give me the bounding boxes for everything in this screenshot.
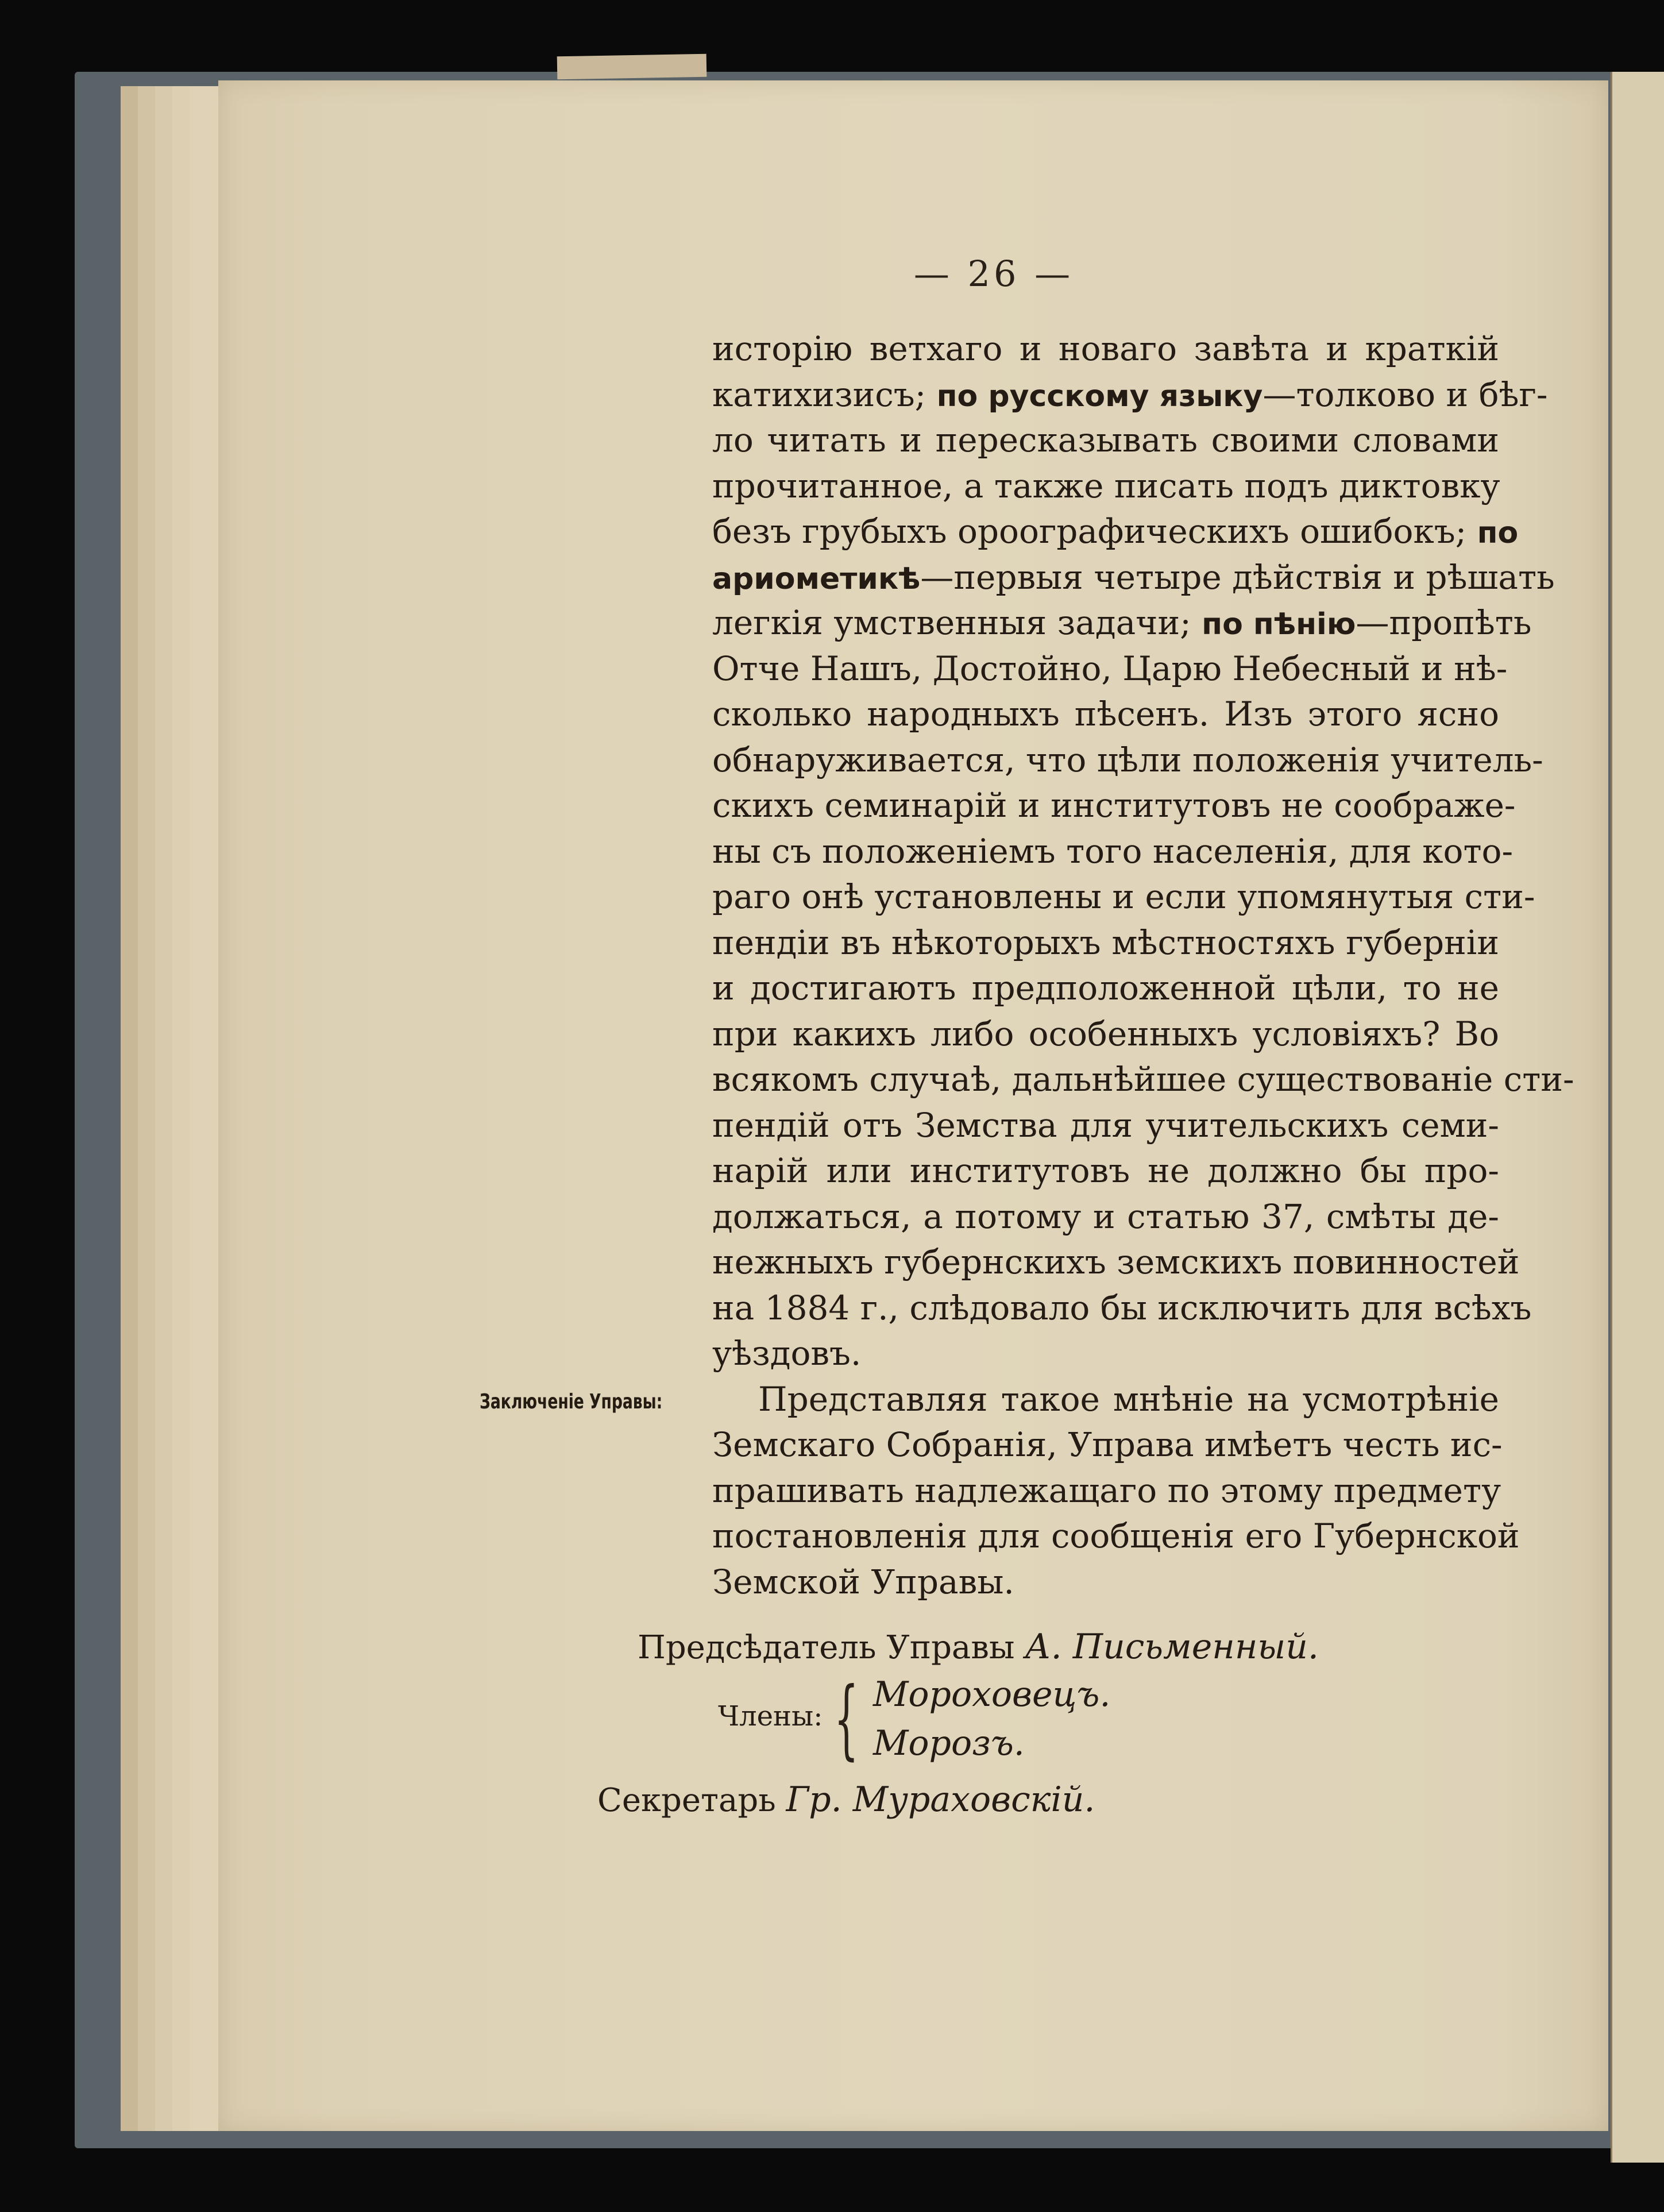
bold-subject: ариометикѣ	[712, 561, 921, 596]
chair-name: А. Письменный.	[1025, 1627, 1319, 1667]
main-text-block	[712, 326, 1574, 1605]
text-line: скихъ семинарій и институтовъ не соображе-	[712, 786, 1516, 825]
worn-page-tab	[557, 54, 707, 80]
text-line: на 1884 г., слѣдовало бы исключить для всѣхъ	[712, 1288, 1532, 1327]
text-line: всякомъ случаѣ, дальнѣйшее существованіе сти-	[712, 1060, 1574, 1099]
member-signature	[873, 1674, 1110, 1715]
text-line: исторію ветхаго и новаго завѣта и краткій	[712, 329, 1499, 368]
text-line: ны съ положеніемъ того населенія, для кото-	[712, 831, 1514, 871]
text-line: при какихъ либо особенныхъ условіяхъ? Во	[712, 1014, 1499, 1053]
secretary-signature	[597, 1779, 1095, 1820]
text-line: Отче Нашъ, Достойно, Царю Небесный и нѣ-	[712, 648, 1508, 688]
next-page-edge	[1611, 72, 1664, 2163]
margin-note: Заключеніе Управы:	[480, 1390, 663, 1414]
members-label: Члены:	[718, 1700, 823, 1732]
text-line: сколько народныхъ пѣсенъ. Изъ этого ясно	[712, 694, 1499, 734]
secretary-title: Секретарь	[597, 1782, 786, 1819]
member-signature	[873, 1723, 1025, 1763]
member-name: Морозъ.	[873, 1723, 1025, 1763]
text-line: пендій отъ Земства для учительскихъ семи-	[712, 1105, 1499, 1145]
text-line: и достигаютъ предположенной цѣли, то не	[712, 968, 1499, 1007]
bold-subject: по русскому языку	[936, 379, 1263, 414]
text-line: раго онѣ установлены и если упомянутыя сти-	[712, 877, 1535, 916]
text-line: прочитанное, а также писать подъ диктовку	[712, 466, 1500, 505]
members-brace: {	[834, 1669, 859, 1769]
bold-subject: по	[1477, 516, 1519, 550]
page-number: — 26 —	[913, 253, 1074, 295]
text-line: ло читать и пересказывать своими словами	[712, 420, 1499, 460]
text-line: постановленія для сообщенія его Губернской	[712, 1516, 1520, 1555]
text-line: нарій или институтовъ не должно бы про-	[712, 1151, 1499, 1190]
text-line: нежныхъ губернскихъ земскихъ повинностей	[712, 1242, 1520, 1281]
text-line: уѣздовъ.	[712, 1334, 862, 1373]
text-line: обнаруживается, что цѣли положенія учитель-	[712, 740, 1543, 779]
text-line: безъ грубыхъ ороографическихъ ошибокъ; по	[712, 512, 1519, 551]
text-line: катихизисъ; по русскому языку—толково и бѣг-	[712, 375, 1548, 414]
member-name: Мороховецъ.	[873, 1674, 1111, 1715]
text-line: Представляя такое мнѣніе на усмотрѣніе	[758, 1379, 1499, 1419]
text-line: должаться, а потому и статью 37, смѣты де-	[712, 1196, 1499, 1236]
chair-title: Предсѣдатель Управы	[638, 1629, 1025, 1666]
secretary-name: Гр. Мураховскій.	[786, 1779, 1095, 1820]
text-line: Земскаго Собранія, Управа имѣетъ честь ис-	[712, 1425, 1503, 1464]
chair-signature	[638, 1627, 1319, 1667]
text-line: прашивать надлежащаго по этому предмету	[712, 1470, 1501, 1510]
text-line: пендіи въ нѣкоторыхъ мѣстностяхъ губерніи	[712, 922, 1499, 962]
text-line: ариометикѣ—первыя четыре дѣйствія и рѣшать	[712, 557, 1555, 597]
text-line: Земской Управы.	[712, 1562, 1014, 1601]
bold-subject: по пѣнію	[1202, 607, 1356, 642]
text-line: легкія умственныя задачи; по пѣнію—пропѣть	[712, 603, 1532, 642]
